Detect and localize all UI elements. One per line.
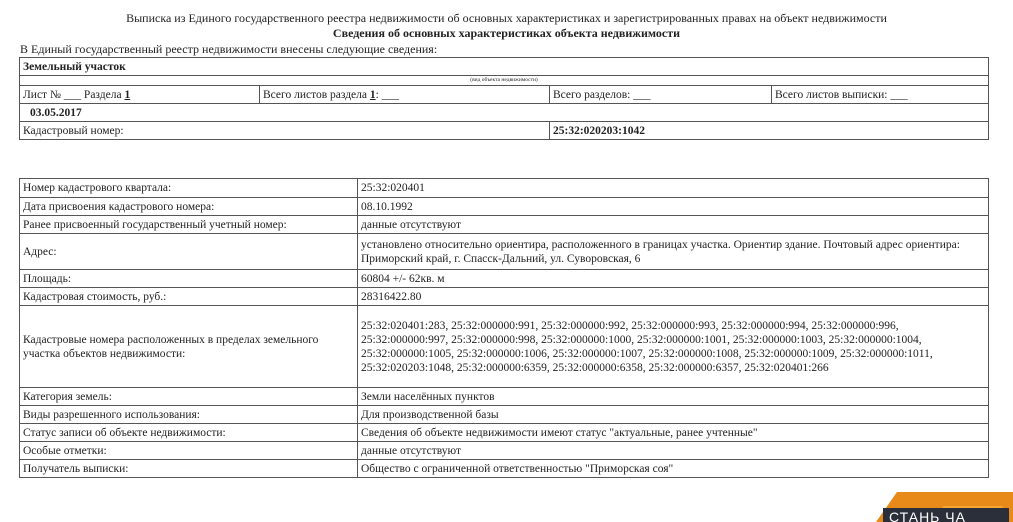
- table-row: [20, 442, 989, 460]
- row-value: Сведения об объекте недвижимости имеют статус "актуальные, ранее учтенные": [358, 424, 989, 442]
- watermark-banner: [783, 474, 1013, 522]
- object-type-caption: (вид объекта недвижимости): [20, 76, 989, 86]
- row-label: Получатель выписки:: [20, 460, 358, 478]
- row-label: Номер кадастрового квартала:: [20, 179, 358, 198]
- list-label: Лист № ___ Раздела: [23, 88, 122, 101]
- list-number-cell: [20, 86, 260, 104]
- table-row: [20, 406, 989, 424]
- row-label: Дата присвоения кадастрового номера:: [20, 198, 358, 216]
- cadastral-number-value: 25:32:020203:1042: [550, 122, 989, 140]
- sheet-header-table: [19, 57, 989, 140]
- row-value: Для производственной базы: [358, 406, 989, 424]
- table-row: [20, 306, 989, 388]
- table-row: [20, 270, 989, 288]
- table-row: [20, 179, 989, 198]
- list-value: 1: [124, 88, 131, 101]
- table-row: [20, 288, 989, 306]
- intro-text: В Единый государственный реестр недвижимости внесены следующие сведения:: [20, 42, 438, 56]
- row-value: данные отсутствуют: [358, 442, 989, 460]
- table-row: [20, 424, 989, 442]
- row-label: Площадь:: [20, 270, 358, 288]
- row-label: Ранее присвоенный государственный учетный номер:: [20, 216, 358, 234]
- row-value: 60804 +/- 62кв. м: [358, 270, 989, 288]
- row-label: Кадастровые номера расположенных в пределах земельного участка объектов недвижимости:: [20, 306, 358, 388]
- row-value: данные отсутствуют: [358, 216, 989, 234]
- document-date: 03.05.2017: [20, 104, 989, 122]
- section-sheets-label: Всего листов раздела: [263, 88, 367, 101]
- row-value: 08.10.1992: [358, 198, 989, 216]
- section-sheets-value: 1: [369, 88, 376, 101]
- total-sections: Всего разделов: ___: [550, 86, 772, 104]
- row-value: Земли населённых пунктов: [358, 388, 989, 406]
- cadastral-number-label: Кадастровый номер:: [20, 122, 550, 140]
- section-sheets-cell: [260, 86, 550, 104]
- row-label: Особые отметки:: [20, 442, 358, 460]
- characteristics-table: [19, 178, 989, 478]
- row-label: Категория земель:: [20, 388, 358, 406]
- document-title: Выписка из Единого государственного реестра недвижимости об основных характеристиках и зарегистрированных правах на объект недвижимости: [126, 11, 887, 25]
- row-label: Адрес:: [20, 234, 358, 270]
- row-value: 25:32:020401: [358, 179, 989, 198]
- row-value: 25:32:020401:283, 25:32:000000:991, 25:32:000000:992, 25:32:000000:993, 25:32:000000:994, 25:32:000000:996, 25:32:000000:997, 25:32:000000:998, 25:32:000000:1000, 25:32:000000:1001, 25:32:000000:1003, 25:32:000000:1004, 25:32:000000:1005, 25:32:000000:1006, 25:32:000000:1007, 25:32:000000:1008, 25:32:000000:1009, 25:32:000000:1011, 25:32:020203:1048, 25:32:000000:6359, 25:32:000000:6358, 25:32:000000:6357, 25:32:020401:266: [358, 306, 989, 388]
- row-label: Виды разрешенного использования:: [20, 406, 358, 424]
- table-row: [20, 198, 989, 216]
- object-type: Земельный участок: [20, 58, 989, 76]
- section-sheets-suffix: : ___: [375, 88, 399, 101]
- table-row: [20, 234, 989, 270]
- row-value: Общество с ограниченной ответственностью "Приморская соя": [358, 460, 989, 478]
- row-value: установлено относительно ориентира, расположенного в границах участка. Ориентир здание. Почтовый адрес ориентира: Приморский край, г. Спасск-Дальний, ул. Суворовская, 6: [358, 234, 989, 270]
- table-row: [20, 216, 989, 234]
- row-value: 28316422.80: [358, 288, 989, 306]
- document-subtitle: Сведения об основных характеристиках объекта недвижимости: [332, 26, 681, 40]
- watermark-text: СТАНЬ ЧА: [883, 508, 1009, 522]
- table-row: [20, 388, 989, 406]
- row-label: Кадастровая стоимость, руб.:: [20, 288, 358, 306]
- total-sheets: Всего листов выписки: ___: [772, 86, 989, 104]
- row-label: Статус записи об объекте недвижимости:: [20, 424, 358, 442]
